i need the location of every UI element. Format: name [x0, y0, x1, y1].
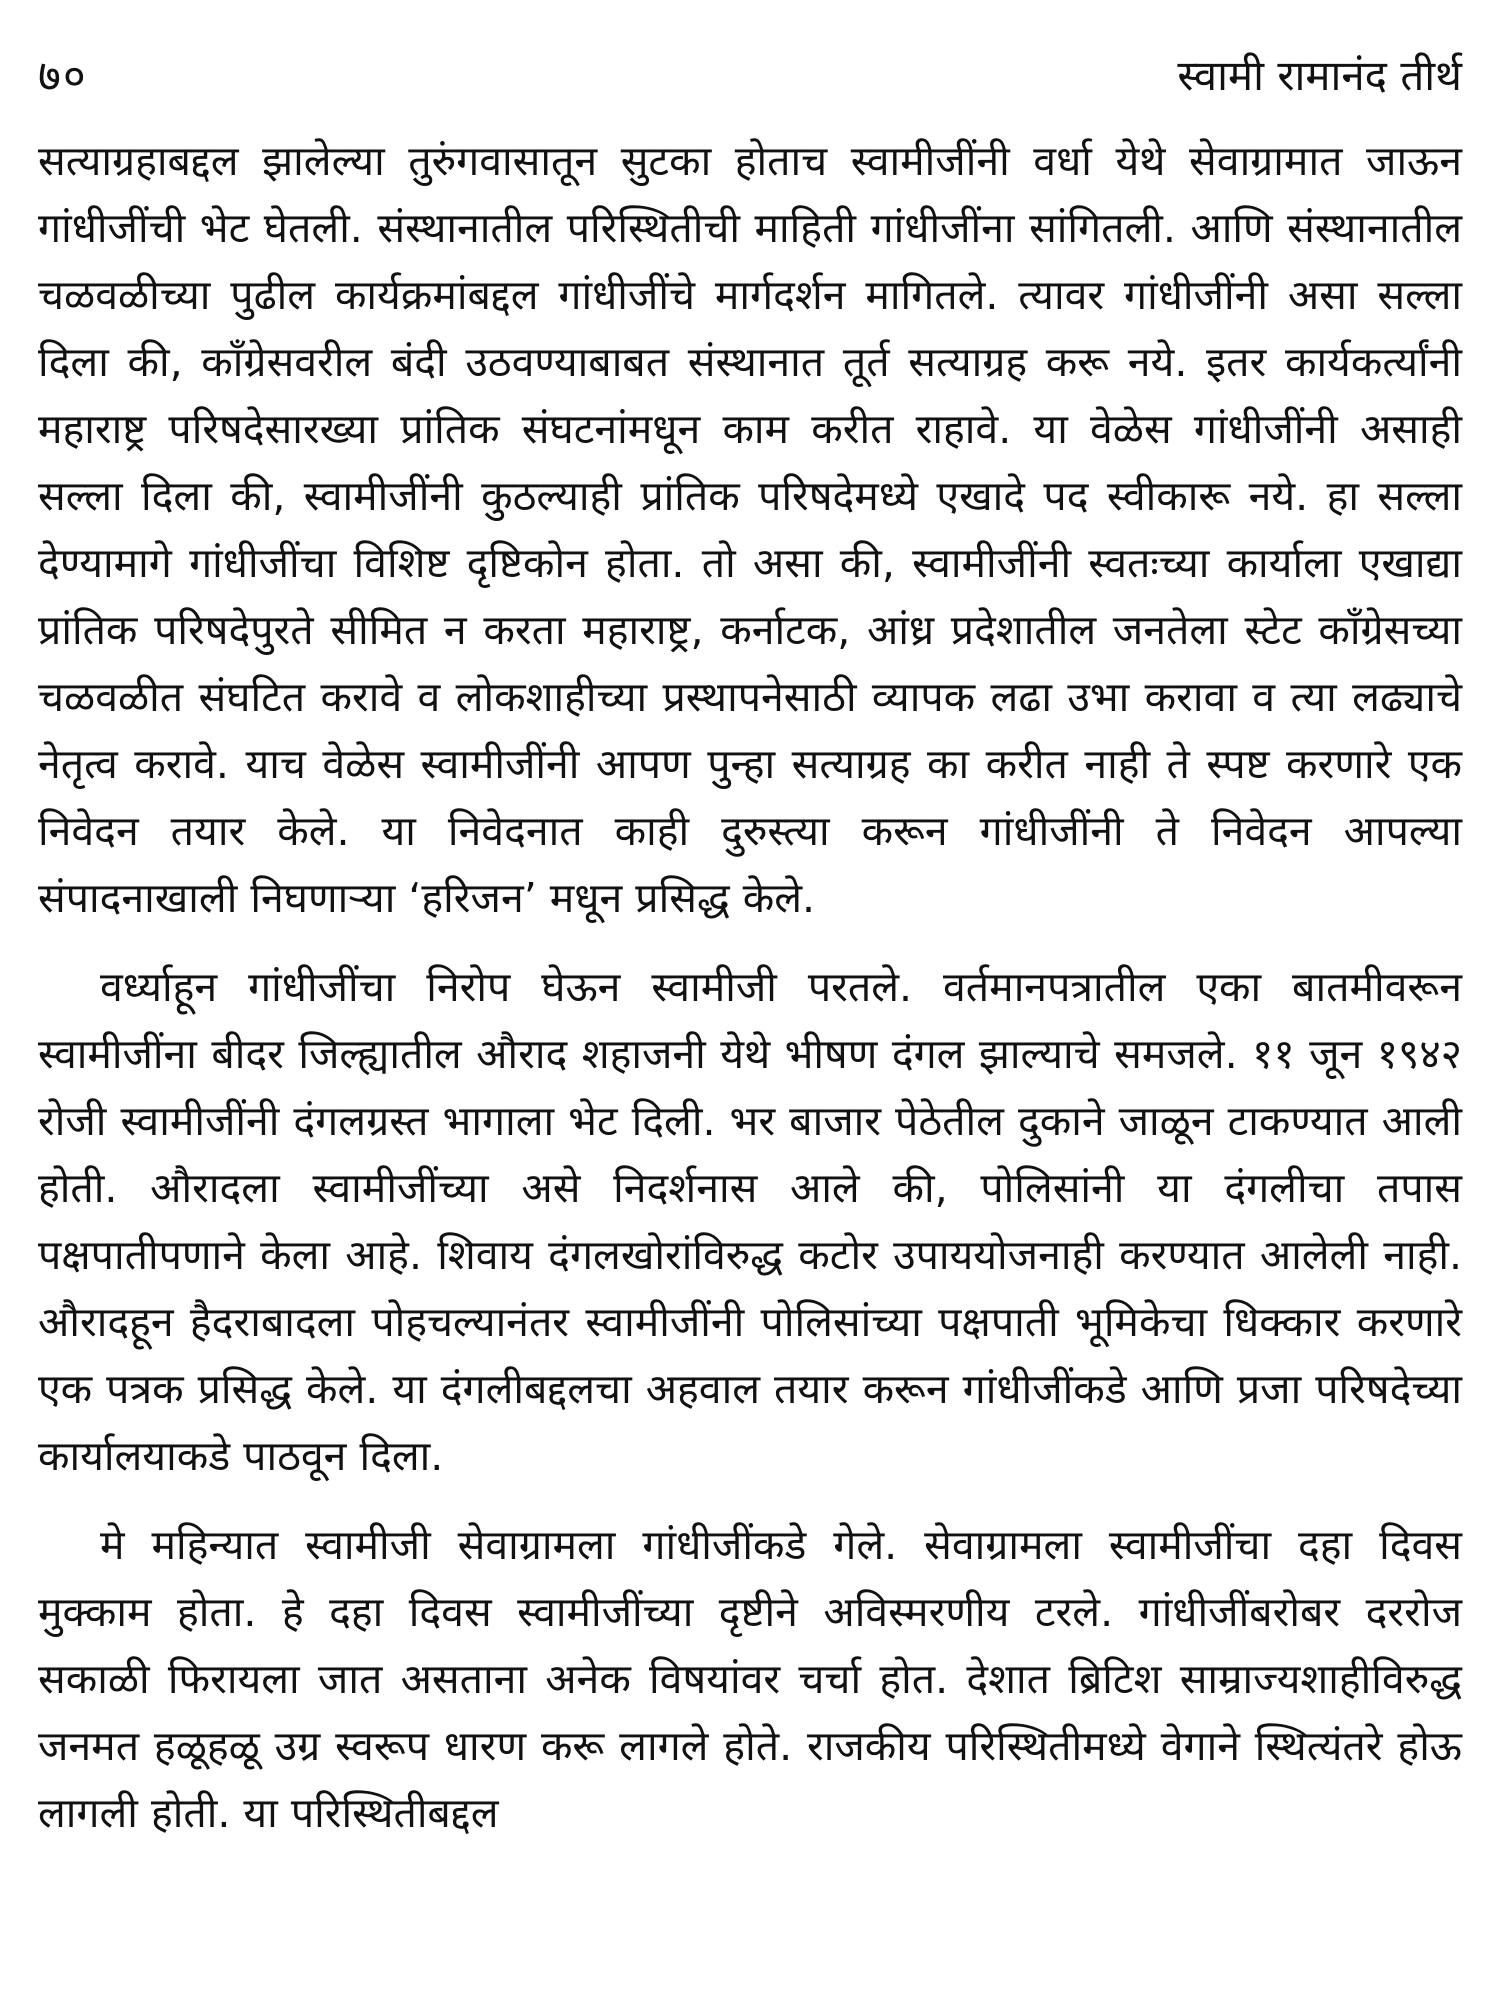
page-number: ७०: [38, 51, 88, 102]
paragraph: मे महिन्यात स्वामीजी सेवाग्रामला गांधीजींकडे गेले. सेवाग्रामला स्वामीजींचा दहा दिवस मुक्काम होता. हे दहा दिवस स्वामीजींच्या दृष्टीने अविस्मरणीय टरले. गांधीजींबरोबर दररोज सकाळी फिरायला जात असताना अनेक विषयांवर चर्चा होत. देशात ब्रिटिश साम्राज्यशाहीविरुद्ध जनमत हळूहळू उग्र स्वरूप धारण करू लागले होते. राजकीय परिस्थितीमध्ये वेगाने स्थित्यंतरे होऊ लागली होती. या परिस्थितीबद्दल: [38, 1521, 1462, 1837]
body-text: [38, 128, 1462, 1869]
running-title: स्वामी रामानंद तीर्थ: [1177, 50, 1462, 100]
paragraph: वर्ध्याहून गांधीजींचा निरोप घेऊन स्वामीजी परतले. वर्तमानपत्रातील एका बातमीवरून स्वामीजींना बीदर जिल्ह्यातील औराद शहाजनी येथे भीषण दंगल झाल्याचे समजले. ११ जून १९४२ रोजी स्वामीजींनी दंगलग्रस्त भागाला भेट दिली. भर बाजार पेठेतील दुकाने जाळून टाकण्यात आली होती. औरादला स्वामीजींच्या असे निदर्शनास आले की, पोलिसांनी या दंगलीचा तपास पक्षपातीपणाने केला आहे. शिवाय दंगलखोरांविरुद्ध कटोर उपाययोजनाही करण्यात आलेली नाही. औरादहून हैदराबादला पोहचल्यानंतर स्वामीजींनी पोलिसांच्या पक्षपाती भूमिकेचा धिक्कार करणारे एक पत्रक प्रसिद्ध केले. या दंगलीबद्दलचा अहवाल तयार करून गांधीजींकडे आणि प्रजा परिषदेच्या कार्यालयाकडे पाठवून दिला.: [38, 963, 1462, 1480]
page-header: [38, 44, 1462, 104]
book-page: [38, 0, 1462, 2000]
paragraph: सत्याग्रहाबद्दल झालेल्या तुरुंगवासातून सुटका होताच स्वामीजींनी वर्धा येथे सेवाग्रामात जाऊन गांधीजींची भेट घेतली. संस्थानातील परिस्थितीची माहिती गांधीजींना सांगितली. आणि संस्थानातील चळवळीच्या पुढील कार्यक्रमांबद्दल गांधीजींचे मार्गदर्शन मागितले. त्यावर गांधीजींनी असा सल्ला दिला की, काँग्रेसवरील बंदी उठवण्याबाबत संस्थानात तूर्त सत्याग्रह करू नये. इतर कार्यकर्त्यांनी महाराष्ट्र परिषदेसारख्या प्रांतिक संघटनांमधून काम करीत राहावे. या वेळेस गांधीजींनी असाही सल्ला दिला की, स्वामीजींनी कुठल्याही प्रांतिक परिषदेमध्ये एखादे पद स्वीकारू नये. हा सल्ला देण्यामागे गांधीजींचा विशिष्ट दृष्टिकोन होता. तो असा की, स्वामीजींनी स्वतःच्या कार्याला एखाद्या प्रांतिक परिषदेपुरते सीमित न करता महाराष्ट्र, कर्नाटक, आंध्र प्रदेशातील जनतेला स्टेट काँग्रेसच्या चळवळीत संघटित करावे व लोकशाहीच्या प्रस्थापनेसाठी व्यापक लढा उभा करावा व त्या लढ्याचे नेतृत्व करावे. याच वेळेस स्वामीजींनी आपण पुन्हा सत्याग्रह का करीत नाही ते स्पष्ट करणारे एक निवेदन तयार केले. या निवेदनात काही दुरुस्त्या करून गांधीजींनी ते निवेदन आपल्या संपादनाखाली निघणाऱ्या ‘हरिजन’ मधून प्रसिद्ध केले.: [38, 137, 1462, 922]
